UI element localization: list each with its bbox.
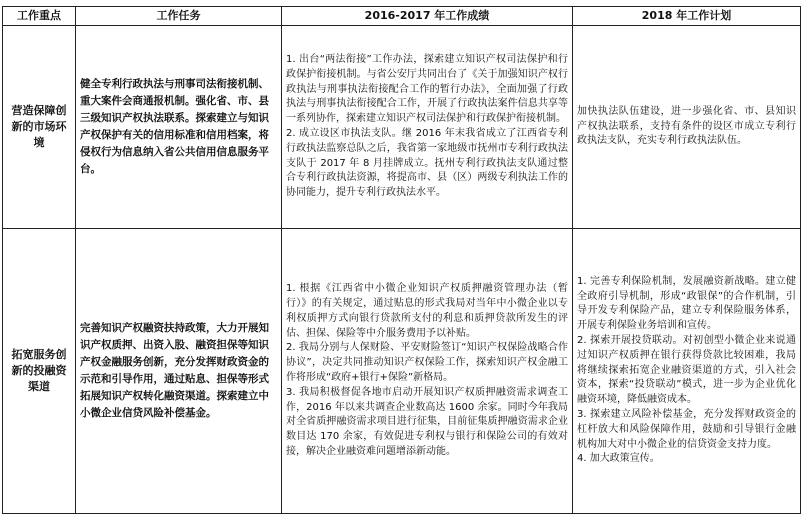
- table-header-row: [3, 7, 801, 26]
- achievements-cell: [282, 229, 573, 514]
- task-cell: 完善知识产权融资扶持政策，大力开展知识产权质押、出资入股、融资担保等知识产权金融服务创新，充分发挥财政资金的示范和引导作用，通过贴息、担保等形式拓展知识产权转化融资渠道。探索建立中小微企业信贷风险补偿基金。: [76, 229, 282, 514]
- header-task: 工作任务: [76, 7, 282, 26]
- plan-item: 1. 完善专利保险机制，发展融资新战略。建立健全政府引导机制，形成“政银保”的合作机制，引导开发专利保险产品，建立专利保险服务体系，开展专利保险业务培训和宣传。: [577, 275, 796, 332]
- achievement-item: 2. 我局分别与人保财险、平安财险签订“知识产权保险战略合作协议”，决定共同推动知识产权保险工作，探索知识产权金融工作将形成“政府+银行+保险”新格局。: [286, 342, 568, 383]
- achievement-item: 1. 根据《江西省中小微企业知识产权质押融资管理办法（暂行）》的有关规定，通过贴息的形式我局对当年中小微企业以专利权质押方式向银行贷款所支付的利息和质押贷款所发生的评估、担保、保险等中介服务费用予以补贴。: [286, 283, 568, 339]
- achievement-item: 1. 出台“两法衔接”工作办法，探索建立知识产权司法保护和行政保护衔接机制。与省公安厅共同出台了《关于加强知识产权行政执法与刑事执法衔接配合工作的暂行办法》，全面加强了行政执法与刑事执法衔接配合工作，开展了行政执法案件信息共享等一系列协作，探索建立知识产权司法保护和行政保护衔接机制。: [286, 54, 568, 125]
- focus-cell: 营造保障创新的市场环境: [3, 26, 76, 229]
- plan-cell: [573, 26, 801, 229]
- focus-cell: 拓宽服务创新的投融资渠道: [3, 229, 76, 514]
- plan-item: 加快执法队伍建设，进一步强化省、市、县知识产权执法联系，支持有条件的设区市成立专利行政执法支队，充实专利行政执法队伍。: [577, 105, 796, 147]
- plan-item: 3. 探索建立风险补偿基金，充分发挥财政资金的杠杆放大和风险保障作用，鼓励和引导银行金融机构加大对中小微企业的信贷资金支持力度。: [577, 408, 796, 450]
- achievements-cell: [282, 26, 573, 229]
- table-row: [3, 229, 801, 514]
- header-focus: 工作重点: [3, 7, 76, 26]
- plan-item: 2. 探索开展投贷联动。对初创型小微企业来说通过知识产权质押在银行获得贷款比较困难，我局将继续探索拓宽企业融资渠道的方式，引入社会资本，探索“投贷联动”模式，进一步为企业优化融资环境，降低融资成本。: [577, 335, 796, 406]
- header-achievements: 2016-2017 年工作成绩: [282, 7, 573, 26]
- achievement-item: 2. 成立设区市执法支队。继 2016 年末我省成立了江西省专利行政执法监察总队之后，我省第一家地级市抚州市专利行政执法支队于 2017 年 8 月挂牌成立。抚州专利行政执法支队通过整合专利行政执法资源，将提高市、县（区）两级专利执法工作的协同能力，提升专利行政执法水平。: [286, 128, 568, 199]
- table-row: [3, 26, 801, 229]
- header-plan: 2018 年工作计划: [573, 7, 801, 26]
- achievement-item: 3. 我局积极督促各地市启动开展知识产权质押融资需求调查工作，2016 年以来共调查企业数高达 1600 余家。同时今年我局对全省质押融资需求项目进行征集，目前征集质押融资需求企业数目达 170 余家，有效促进专利权与银行和保险公司的有效对接，解决企业融资难问题增添新动能。: [286, 386, 568, 457]
- task-cell: 健全专利行政执法与刑事司法衔接机制、重大案件会商通报机制。强化省、市、县三级知识产权执法联系。探索建立与知识产权保护有关的信用标准和信用档案，将侵权行为信息纳入省公共信用信息服务平台。: [76, 26, 282, 229]
- plan-item: 4. 加大政策宣传。: [577, 453, 660, 465]
- work-plan-table: [2, 6, 801, 514]
- plan-cell: [573, 229, 801, 514]
